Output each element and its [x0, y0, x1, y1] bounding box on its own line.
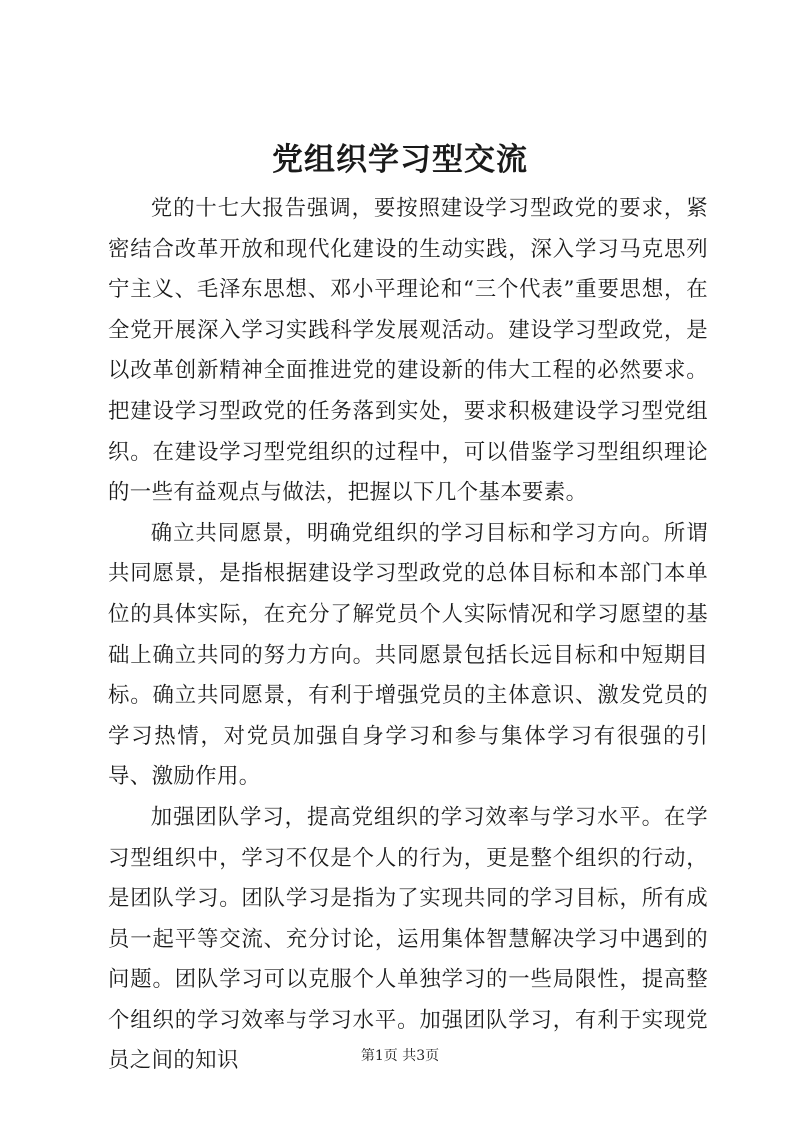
document-body [108, 189, 708, 1082]
page-footer: 第1页 共3页 [360, 1048, 440, 1064]
paragraph-2: 确立共同愿景，明确党组织的学习目标和学习方向。所谓共同愿景，是指根据建设学习型政党的总体目标和本部门本单位的具体实际，在充分了解党员个人实际情况和学习愿望的基础上确立共同的努力方向。共同愿景包括长远目标和中短期目标。确立共同愿景，有利于增强党员的主体意识、激发党员的学习热情，对党员加强自身学习和参与集体学习有很强的引导、激励作用。 [108, 520, 708, 790]
document-title: 党组织学习型交流 [272, 142, 528, 178]
paragraph-1: 党的十七大报告强调，要按照建设学习型政党的要求，紧密结合改革开放和现代化建设的生动实践，深入学习马克思列宁主义、毛泽东思想、邓小平理论和“三个代表”重要思想，在全党开展深入学习实践科学发展观活动。建设学习型政党，是以改革创新精神全面推进党的建设新的伟大工程的必然要求。把建设学习型政党的任务落到实处，要求积极建设学习型党组织。在建设学习型党组织的过程中，可以借鉴学习型组织理论的一些有益观点与做法，把握以下几个基本要素。 [108, 196, 708, 506]
paragraph-3: 加强团队学习，提高党组织的学习效率与学习水平。在学习型组织中，学习不仅是个人的行为，更是整个组织的行动，是团队学习。团队学习是指为了实现共同的学习目标，所有成员一起平等交流、充分讨论，运用集体智慧解决学习中遇到的问题。团队学习可以克服个人单独学习的一些局限性，提高整个组织的学习效率与学习水平。加强团队学习，有利于实现党员之间的知识 [108, 804, 708, 1074]
